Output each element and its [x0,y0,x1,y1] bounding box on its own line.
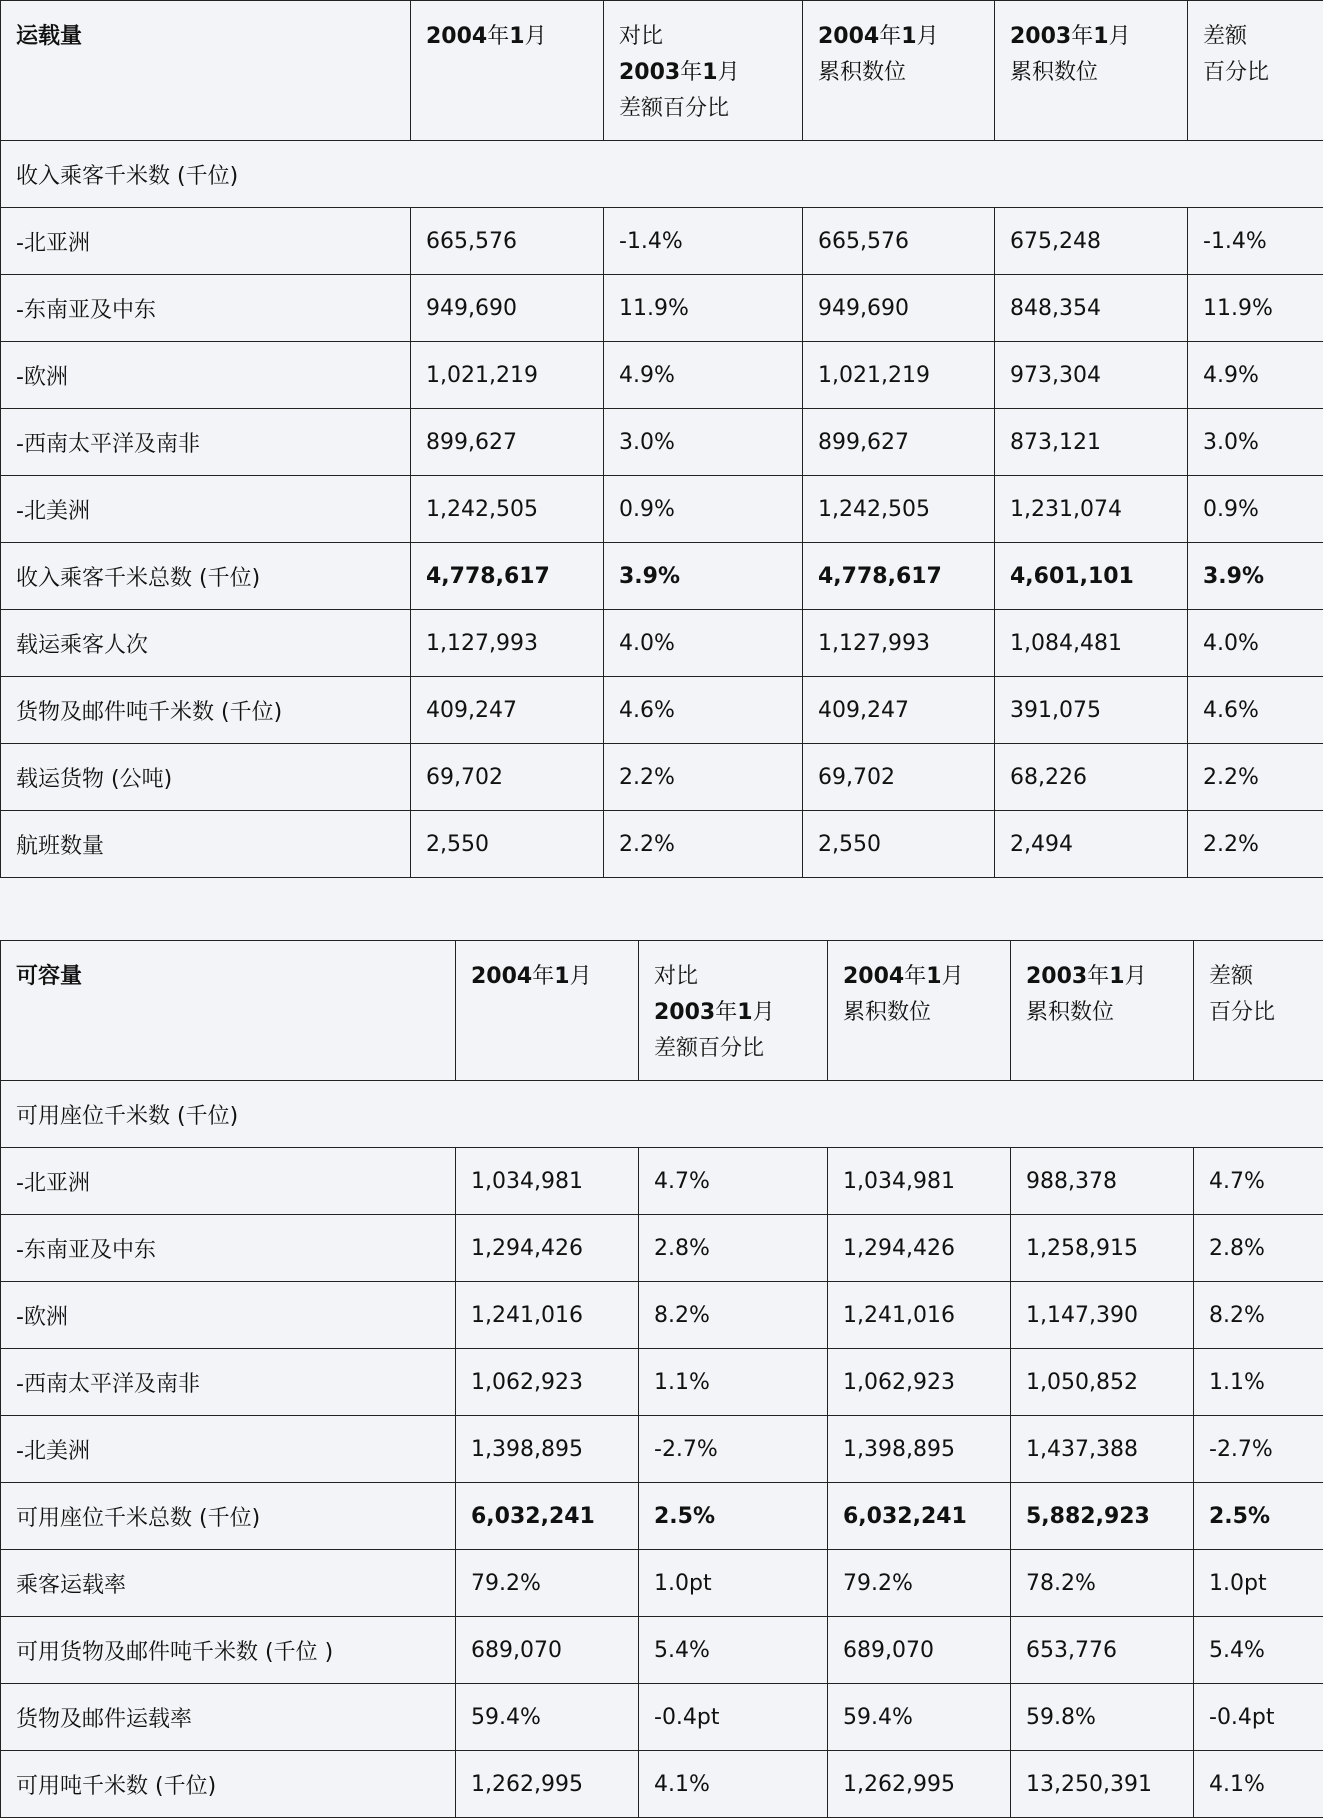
cell-value: 5.4% [1194,1617,1323,1684]
cell-value: 4.6% [604,677,803,744]
cell-value: 1,021,219 [803,342,995,409]
cell-value: 4,601,101 [995,543,1188,610]
cell-value: -2.7% [639,1416,828,1483]
cell-value: 1.1% [1194,1349,1323,1416]
table-row [1,342,1323,409]
row-label: 货物及邮件吨千米数 (千位) [1,677,411,744]
cell-value: 1,034,981 [828,1148,1011,1215]
cell-value: 899,627 [411,409,604,476]
cell-value: 409,247 [803,677,995,744]
cell-value: 1,242,505 [411,476,604,543]
cell-value: 1,084,481 [995,610,1188,677]
cell-value: 873,121 [995,409,1188,476]
row-label: -欧洲 [1,1282,456,1349]
cell-value: 2,494 [995,811,1188,878]
cell-value: 4,778,617 [411,543,604,610]
table-row [1,409,1323,476]
cell-value: 1,231,074 [995,476,1188,543]
table-row [1,476,1323,543]
cell-value: 1,127,993 [803,610,995,677]
cell-value: 1.1% [639,1349,828,1416]
table-row [1,1416,1323,1483]
cell-value: 1.0pt [639,1550,828,1617]
cell-value: 1,127,993 [411,610,604,677]
table-row [1,610,1323,677]
table-row [1,1349,1323,1416]
cell-value: 4.7% [639,1148,828,1215]
cell-value: 949,690 [803,275,995,342]
cell-value: 2,550 [411,811,604,878]
table-row [1,1148,1323,1215]
cell-value: -1.4% [604,208,803,275]
cell-value: 391,075 [995,677,1188,744]
row-label: 货物及邮件运载率 [1,1684,456,1751]
row-label: -东南亚及中东 [1,1215,456,1282]
cell-value: 5.4% [639,1617,828,1684]
cell-value: 1,062,923 [828,1349,1011,1416]
cell-value: 78.2% [1011,1550,1194,1617]
row-label: -西南太平洋及南非 [1,409,411,476]
section-label: 收入乘客千米数 (千位) [1,141,1323,208]
cell-value: 11.9% [604,275,803,342]
header-col-cumulative-2003: 2003年1月 累积数位 [1011,941,1194,1081]
row-label: -欧洲 [1,342,411,409]
row-label: 可用吨千米数 (千位) [1,1751,456,1818]
row-label: 乘客运载率 [1,1550,456,1617]
cell-value: -2.7% [1194,1416,1323,1483]
cell-value: 409,247 [411,677,604,744]
header-title: 运载量 [1,1,411,141]
cell-value: 0.9% [1188,476,1323,543]
cell-value: 4.0% [604,610,803,677]
cell-value: 8.2% [1194,1282,1323,1349]
table-row [1,1550,1323,1617]
section-label: 可用座位千米数 (千位) [1,1081,1323,1148]
cell-value: 4.1% [639,1751,828,1818]
row-label: 载运乘客人次 [1,610,411,677]
row-label: -北美洲 [1,1416,456,1483]
cell-value: 4.1% [1194,1751,1323,1818]
cell-value: 2.2% [1188,744,1323,811]
row-label: -北亚洲 [1,1148,456,1215]
cell-value: 1,241,016 [456,1282,639,1349]
cell-value: 1,437,388 [1011,1416,1194,1483]
cell-value: 1,398,895 [456,1416,639,1483]
row-label: 航班数量 [1,811,411,878]
header-title: 可容量 [1,941,456,1081]
cell-value: 4.9% [1188,342,1323,409]
cell-value: 68,226 [995,744,1188,811]
cell-value: 3.0% [1188,409,1323,476]
cell-value: 1,294,426 [828,1215,1011,1282]
cell-value: 1,021,219 [411,342,604,409]
cell-value: 2.5% [1194,1483,1323,1550]
cell-value: 848,354 [995,275,1188,342]
cell-value: 2.2% [1188,811,1323,878]
cell-value: 69,702 [803,744,995,811]
cell-value: 1,294,426 [456,1215,639,1282]
cell-value: 2,550 [803,811,995,878]
header-col-current-month: 2004年1月 [456,941,639,1081]
section-row [1,1081,1323,1148]
cell-value: -1.4% [1188,208,1323,275]
cell-value: 79.2% [456,1550,639,1617]
cell-value: 59.4% [456,1684,639,1751]
table-row [1,677,1323,744]
row-label: -北亚洲 [1,208,411,275]
table-row [1,811,1323,878]
cell-value: 4,778,617 [803,543,995,610]
cell-value: 2.8% [1194,1215,1323,1282]
header-col-current-month: 2004年1月 [411,1,604,141]
header-col-compare: 对比 2003年1月 差额百分比 [639,941,828,1081]
cell-value: 1,062,923 [456,1349,639,1416]
cell-value: 3.9% [604,543,803,610]
cell-value: 2.2% [604,744,803,811]
cell-value: 4.9% [604,342,803,409]
cell-value: 2.5% [639,1483,828,1550]
row-label: 可用货物及邮件吨千米数 (千位 ) [1,1617,456,1684]
header-col-diff-percent: 差额 百分比 [1194,941,1323,1081]
cell-value: 4.6% [1188,677,1323,744]
cell-value: 6,032,241 [456,1483,639,1550]
cell-value: 4.7% [1194,1148,1323,1215]
row-label: -西南太平洋及南非 [1,1349,456,1416]
cell-value: 675,248 [995,208,1188,275]
cell-value: 988,378 [1011,1148,1194,1215]
cell-value: 59.8% [1011,1684,1194,1751]
header-col-cumulative-2004: 2004年1月 累积数位 [828,941,1011,1081]
header-col-compare: 对比 2003年1月 差额百分比 [604,1,803,141]
cell-value: 13,250,391 [1011,1751,1194,1818]
cell-value: 1,258,915 [1011,1215,1194,1282]
cell-value: 5,882,923 [1011,1483,1194,1550]
table-row [1,1282,1323,1349]
cell-value: 79.2% [828,1550,1011,1617]
row-label: 可用座位千米总数 (千位) [1,1483,456,1550]
table-row [1,275,1323,342]
cell-value: 689,070 [828,1617,1011,1684]
cell-value: 1,262,995 [828,1751,1011,1818]
header-col-diff-percent: 差额 百分比 [1188,1,1323,141]
cell-value: 59.4% [828,1684,1011,1751]
total-row [1,543,1323,610]
cell-value: 1,242,505 [803,476,995,543]
cell-value: 2.2% [604,811,803,878]
header-col-cumulative-2003: 2003年1月 累积数位 [995,1,1188,141]
cell-value: 973,304 [995,342,1188,409]
cell-value: 689,070 [456,1617,639,1684]
table-row [1,1617,1323,1684]
row-label: 载运货物 (公吨) [1,744,411,811]
traffic-table [0,0,1323,878]
header-col-cumulative-2004: 2004年1月 累积数位 [803,1,995,141]
cell-value: 2.8% [639,1215,828,1282]
cell-value: 949,690 [411,275,604,342]
cell-value: 3.9% [1188,543,1323,610]
cell-value: 69,702 [411,744,604,811]
cell-value: 8.2% [639,1282,828,1349]
capacity-table [0,940,1323,1818]
cell-value: 11.9% [1188,275,1323,342]
table-row [1,208,1323,275]
table-row [1,1751,1323,1818]
cell-value: 1,034,981 [456,1148,639,1215]
total-row [1,1483,1323,1550]
cell-value: 6,032,241 [828,1483,1011,1550]
cell-value: 899,627 [803,409,995,476]
cell-value: 0.9% [604,476,803,543]
table-header-row [1,941,1323,1081]
row-label: 收入乘客千米总数 (千位) [1,543,411,610]
row-label: -北美洲 [1,476,411,543]
cell-value: 1,241,016 [828,1282,1011,1349]
cell-value: -0.4pt [639,1684,828,1751]
cell-value: 665,576 [411,208,604,275]
cell-value: 1,147,390 [1011,1282,1194,1349]
cell-value: 3.0% [604,409,803,476]
cell-value: 665,576 [803,208,995,275]
table-row [1,1684,1323,1751]
cell-value: -0.4pt [1194,1684,1323,1751]
cell-value: 1,398,895 [828,1416,1011,1483]
cell-value: 1.0pt [1194,1550,1323,1617]
row-label: -东南亚及中东 [1,275,411,342]
table-row [1,1215,1323,1282]
cell-value: 4.0% [1188,610,1323,677]
cell-value: 1,262,995 [456,1751,639,1818]
cell-value: 1,050,852 [1011,1349,1194,1416]
table-header-row [1,1,1323,141]
section-row [1,141,1323,208]
table-row [1,744,1323,811]
cell-value: 653,776 [1011,1617,1194,1684]
